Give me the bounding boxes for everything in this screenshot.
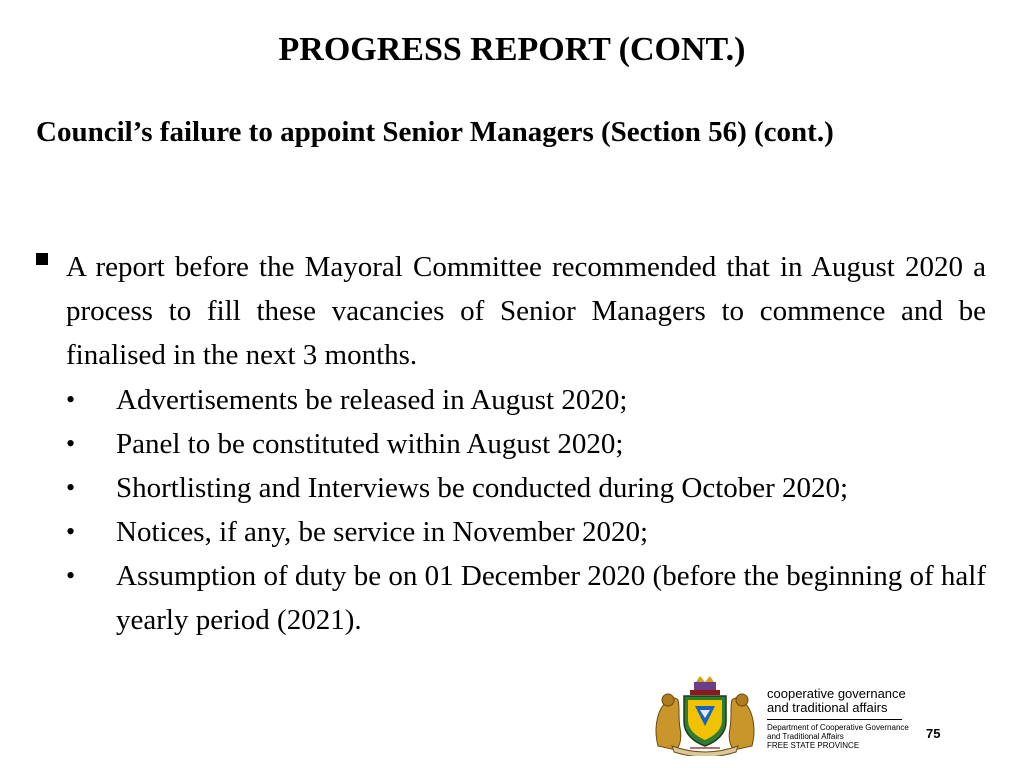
org-divider [767,719,902,720]
main-bullet [36,245,986,377]
org-name-line2: and traditional affairs [767,700,888,715]
dept-line3: FREE STATE PROVINCE [767,741,860,750]
square-bullet-icon [36,253,48,265]
bullet-dot-icon: • [66,561,76,590]
page-number: 75 [926,726,941,741]
org-name-line1: cooperative governance [767,686,906,701]
bullet-dot-icon: • [66,385,76,414]
bullet-dot-icon: • [66,517,76,546]
dept-line2: and Traditional Affairs [767,732,844,741]
list-item-text: Advertisements be released in August 2020; [116,384,628,416]
main-bullet-text: A report before the Mayoral Committee recommended that in August 2020 a process to fill these vacancies of Senior Managers to commence and be finalised in the next 3 months. [66,251,986,371]
slide-title: PROGRESS REPORT (CONT.) [278,31,746,68]
bullet-dot-icon: • [66,473,76,502]
list-item [36,422,986,466]
list-item-text: Panel to be constituted within August 2020; [116,428,624,460]
free-state-coat-of-arms-icon [650,676,760,756]
organization-block [767,687,909,750]
coat-of-arms-logo [650,676,760,756]
dept-line1: Department of Cooperative Governance [767,723,909,732]
slide-subheading: Council’s failure to appoint Senior Managers (Section 56) (cont.) [36,116,834,148]
list-item-text: Assumption of duty be on 01 December 2020 (before the beginning of half yearly period (2021). [116,560,986,636]
list-item [36,378,986,422]
list-item [36,554,986,642]
sub-bullet-list [36,378,986,642]
list-item-text: Notices, if any, be service in November 2020; [116,516,649,548]
list-item [36,510,986,554]
list-item [36,466,986,510]
bullet-dot-icon: • [66,429,76,458]
list-item-text: Shortlisting and Interviews be conducted during October 2020; [116,472,849,504]
